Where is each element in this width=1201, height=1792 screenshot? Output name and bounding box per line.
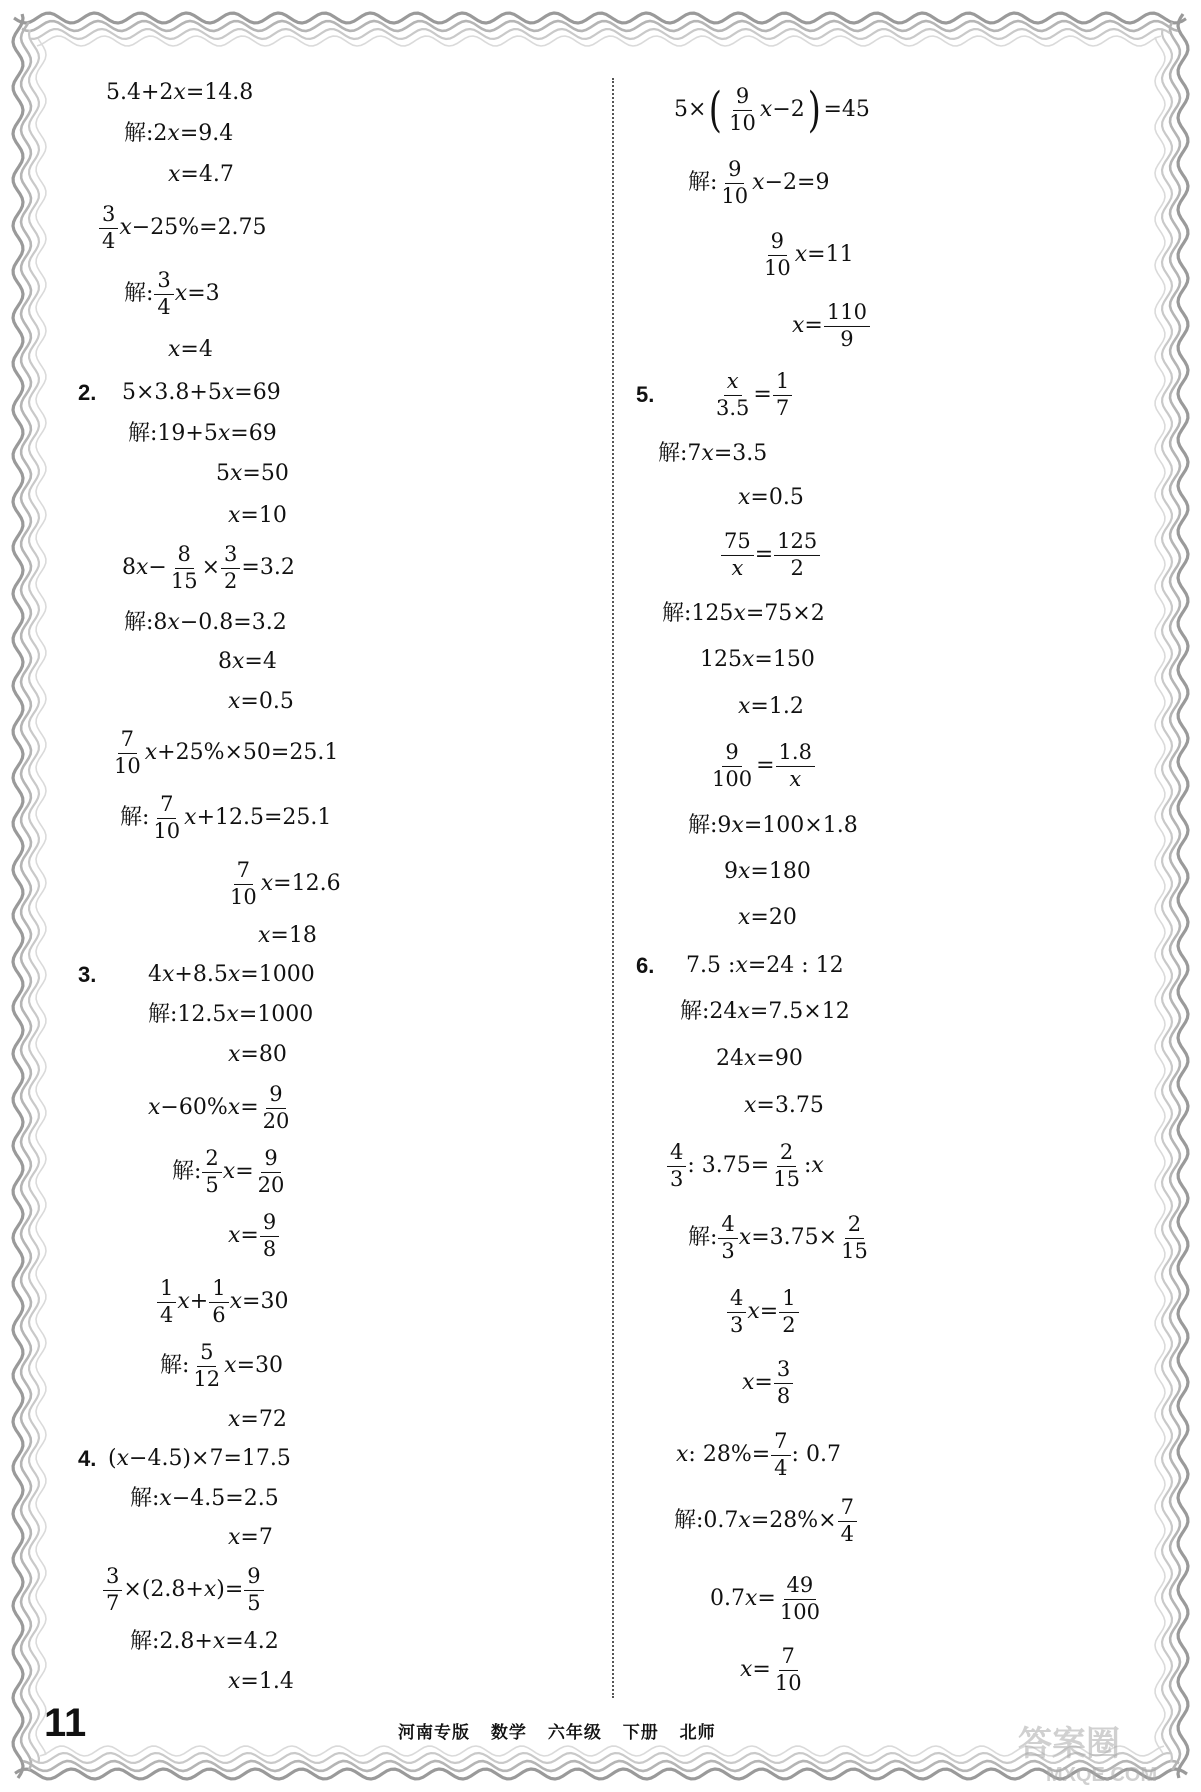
equation-line: $\frac{4}{3}$ : 3.75= $\frac{2}{15}$ : x — [666, 1141, 824, 1191]
equation-line: 解:0.7 x =28%× $\frac{7}{4}$ — [674, 1496, 858, 1546]
equation-line: $\frac{9}{100}$ = $\frac{1.8}{x}$ — [708, 741, 816, 791]
equation-line: 解:125 x =75×2 — [662, 601, 825, 626]
equation-line: x =4.7 — [168, 162, 234, 187]
equation-line: $\frac{1}{4}$ x + $\frac{1}{6}$ x =30 — [156, 1277, 288, 1327]
equation-line: 解:2.8+ x =4.2 — [130, 1629, 279, 1654]
equation-line: $\frac{x}{3.5}$ = $\frac{1}{7}$ — [712, 370, 793, 420]
equation-line: 8 x − $\frac{8}{15}$ × $\frac{3}{2}$ =3.2 — [122, 541, 295, 593]
equation-line: x =80 — [228, 1042, 287, 1067]
equation-line: x : 28%= $\frac{7}{4}$ : 0.7 — [676, 1428, 841, 1480]
equation-line: 解: $\frac{3}{4}$ x =3 — [124, 267, 220, 319]
equation-line: 解:7 x =3.5 — [658, 441, 768, 466]
equation-line: 0.7 x = $\frac{49}{100}$ — [710, 1572, 820, 1624]
problem-number: 5. — [636, 382, 655, 407]
equation-line: 解:9 x =100×1.8 — [688, 813, 858, 838]
equation-line: 9 x =180 — [724, 859, 811, 884]
equation-line: 解:24 x =7.5×12 — [680, 999, 850, 1024]
watermark-url: MXQE.COM — [1046, 1764, 1158, 1786]
footer-book-info: 河南专版 数学 六年级 下册 北师 — [398, 1723, 716, 1743]
equation-line: ( x −4.5)×7=17.5 — [108, 1446, 291, 1471]
equation-line: 7.5 : x =24 : 12 — [686, 953, 844, 978]
equation-line: x =0.5 — [228, 689, 294, 714]
equation-line: 24 x =90 — [716, 1046, 803, 1071]
equation-line: x =7 — [228, 1525, 273, 1550]
equation-line: 解:19+5 x =69 — [128, 421, 277, 446]
problem-number: 6. — [636, 953, 655, 978]
watermark-logo: 答案圈 — [1018, 1724, 1120, 1764]
equation-line: 8 x =4 — [218, 649, 277, 674]
equation-line: $\frac{3}{4}$ x −25%=2.75 — [98, 203, 267, 253]
equation-line: $\frac{4}{3}$ x = $\frac{1}{2}$ — [726, 1287, 800, 1337]
equation-line: $\frac{3}{7}$ ×(2.8+ x )= $\frac{9}{5}$ — [102, 1565, 265, 1615]
equation-line: 5 x =50 — [216, 461, 289, 486]
equation-line: x =1.2 — [738, 694, 804, 719]
problem-number: 2. — [78, 380, 97, 405]
equation-line: x =3.75 — [744, 1093, 824, 1118]
equation-line: 5.4+2 x =14.8 — [106, 80, 254, 105]
equation-line: $\frac{7}{10}$ x +25%×50=25.1 — [114, 726, 339, 778]
equation-line: x =4 — [168, 337, 213, 362]
equation-line: $\frac{7}{10}$ x =12.6 — [230, 857, 341, 909]
equation-line: 4 x +8.5 x =1000 — [148, 962, 315, 987]
equation-line: x =10 — [228, 503, 287, 528]
equation-line: x =20 — [738, 905, 797, 930]
equation-line: 5×3.8+5 x =69 — [122, 380, 281, 405]
equation-line: 解:8 x −0.8=3.2 — [124, 610, 287, 635]
equation-line: x = $\frac{110}{9}$ — [792, 301, 871, 351]
equation-line: $\frac{9}{10}$ x =11 — [764, 228, 854, 280]
equation-line: 解: $\frac{4}{3}$ x =3.75× $\frac{2}{15}$ — [688, 1211, 868, 1263]
equation-line: 解: $\frac{7}{10}$ x +12.5=25.1 — [120, 791, 332, 843]
equation-line: 解: $\frac{5}{12}$ x =30 — [160, 1339, 284, 1391]
equation-line: x = $\frac{7}{10}$ — [740, 1643, 802, 1695]
column-divider — [612, 78, 614, 1698]
problem-number: 4. — [78, 1446, 97, 1471]
equation-line: 解: $\frac{2}{5}$ x = $\frac{9}{20}$ — [172, 1145, 285, 1197]
equation-line: 125 x =150 — [700, 647, 815, 672]
equation-line: x −60% x = $\frac{9}{20}$ — [148, 1081, 290, 1133]
equation-line: x =72 — [228, 1407, 287, 1432]
page-number: 11 — [44, 1701, 87, 1745]
equation-line: 解:2 x =9.4 — [124, 121, 234, 146]
equation-line: x = $\frac{3}{8}$ — [742, 1358, 794, 1408]
equation-line: 5× ( $\frac{9}{10}$ x −2 ) =45 — [674, 81, 870, 138]
equation-line: 解:12.5 x =1000 — [148, 1002, 314, 1027]
problem-number: 3. — [78, 962, 97, 987]
equation-line: 解: x −4.5=2.5 — [130, 1486, 279, 1511]
equation-line: x =1.4 — [228, 1669, 294, 1694]
equation-line: 解: $\frac{9}{10}$ x −2=9 — [688, 156, 830, 208]
equation-line: x =0.5 — [738, 485, 804, 510]
equation-line: $\frac{75}{x}$ = $\frac{125}{2}$ — [720, 530, 821, 580]
equation-line: x = $\frac{9}{8}$ — [228, 1211, 280, 1261]
equation-line: x =18 — [258, 923, 317, 948]
